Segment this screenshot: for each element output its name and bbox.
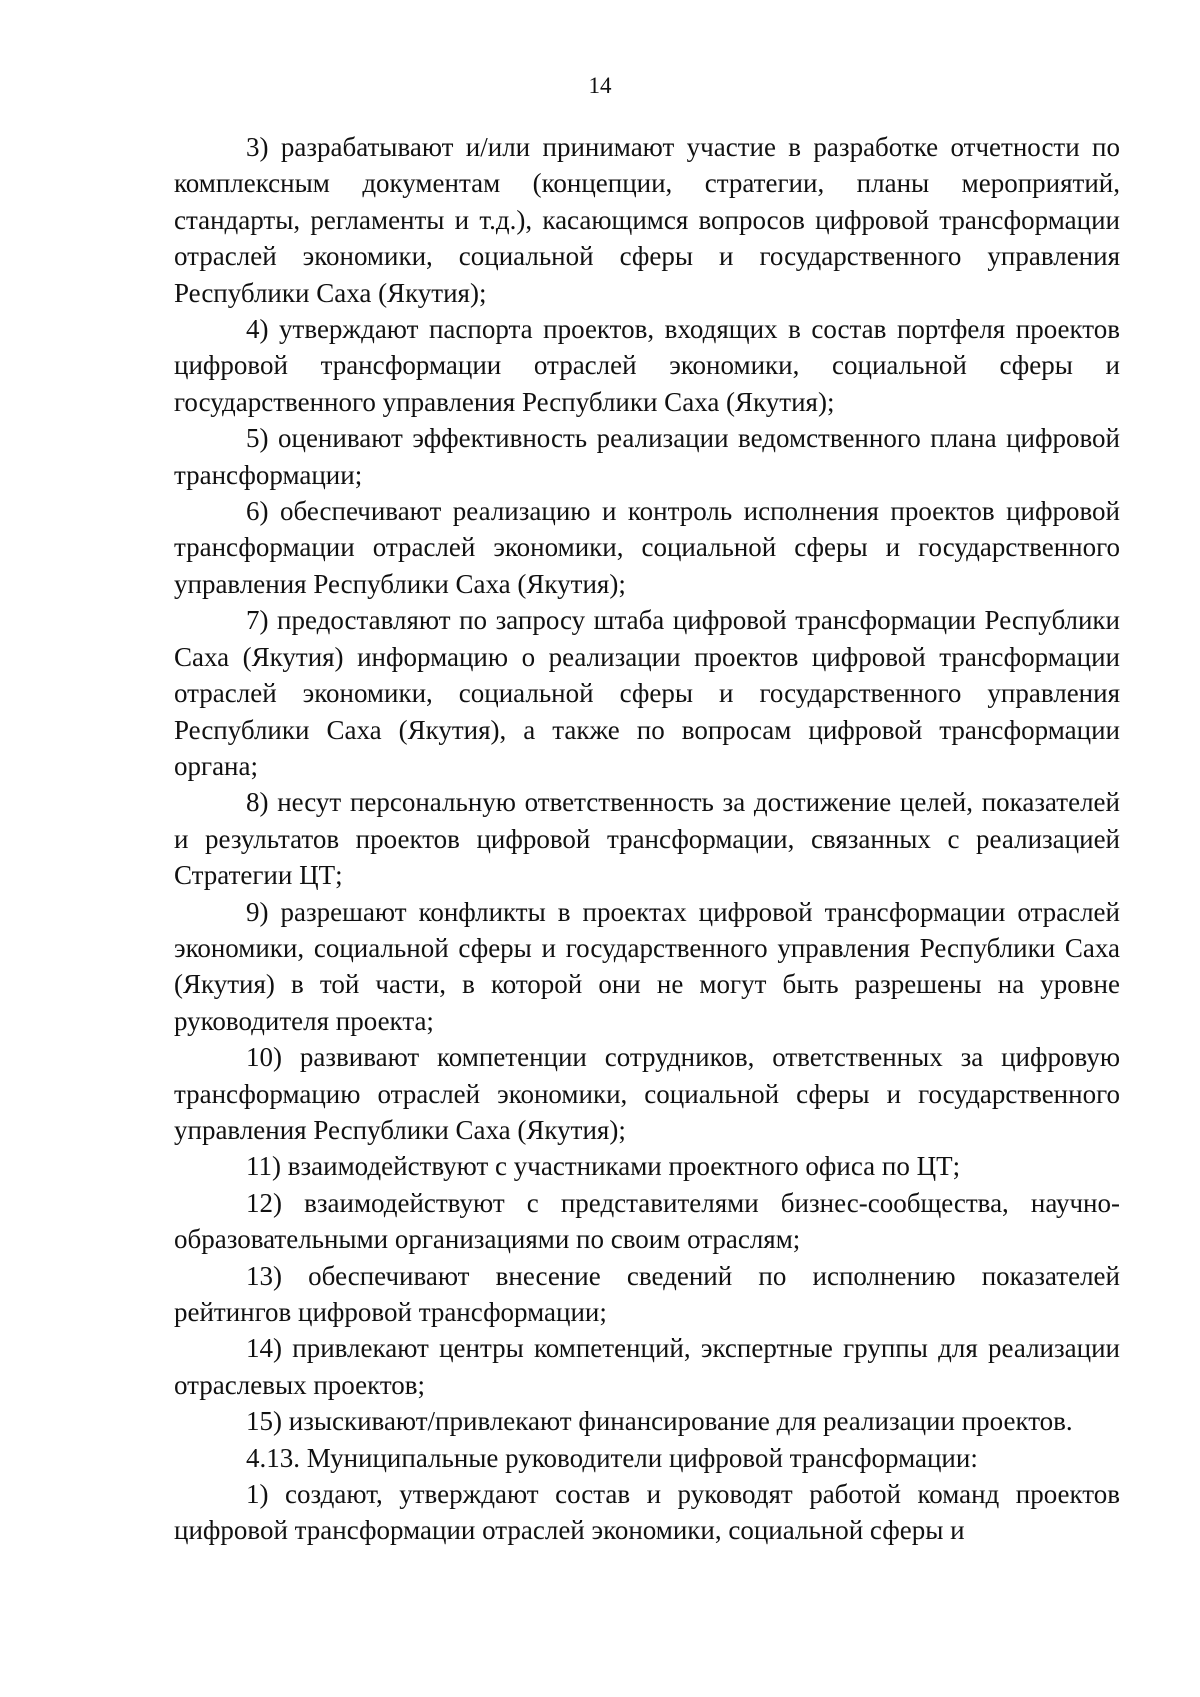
paragraph-item-9: 9) разрешают конфликты в проектах цифровой трансформации отраслей экономики, социальной сферы и государственного управления Республики Саха (Якутия) в той части, в которой они не могут быть разрешены на уровне руководителя проекта; [174,896,1120,1036]
document-body [174,129,1120,1549]
paragraph-item-11: 11) взаимодействуют с участниками проектного офиса по ЦТ; [246,1151,961,1182]
paragraph-item-6: 6) обеспечивают реализацию и контроль исполнения проектов цифровой трансформации отраслей экономики, социальной сферы и государственного управления Республики Саха (Якутия); [174,496,1120,599]
section-heading-4-13: 4.13. Муниципальные руководители цифровой трансформации: [246,1442,978,1473]
paragraph-item-5: 5) оценивают эффективность реализации ведомственного плана цифровой трансформации; [174,423,1120,490]
paragraph-item-8: 8) несут персональную ответственность за достижение целей, показателей и результатов проектов цифровой трансформации, связанных с реализацией Стратегии ЦТ; [174,787,1120,891]
page-number: 14 [588,73,612,98]
paragraph-item-3: 3) разрабатывают и/или принимают участие в разработке отчетности по комплексным документам (концепции, стратегии, планы мероприятий, стандарты, регламенты и т.д.), касающимся вопросов цифровой трансформации отраслей экономики, социальной сферы и государственного управления Республики Саха (Якутия); [174,132,1120,308]
paragraph-item-7: 7) предоставляют по запросу штаба цифровой трансформации Республики Саха (Якутия) информацию о реализации проектов цифровой трансформации отраслей экономики, социальной сферы и государственного управления Республики Саха (Якутия), а также по вопросам цифровой трансформации органа; [174,605,1120,781]
paragraph-item-12: 12) взаимодействуют с представителями бизнес-сообщества, научно-образовательными организациями по своим отраслям; [174,1187,1120,1255]
paragraph-item-10: 10) развивают компетенции сотрудников, ответственных за цифровую трансформацию отраслей экономики, социальной сферы и государственного управления Республики Саха (Якутия); [174,1042,1120,1145]
paragraph-item-13: 13) обеспечивают внесение сведений по исполнению показателей рейтингов цифровой трансформации; [174,1260,1120,1327]
paragraph-item-14: 14) привлекают центры компетенций, экспертные группы для реализации отраслевых проектов; [174,1333,1120,1400]
paragraph-item-1: 1) создают, утверждают состав и руководят работой команд проектов цифровой трансформации отраслей экономики, социальной сферы и [174,1479,1120,1546]
paragraph-item-4: 4) утверждают паспорта проектов, входящих в состав портфеля проектов цифровой трансформации отраслей экономики, социальной сферы и государственного управления Республики Саха (Якутия); [174,314,1120,417]
paragraph-item-15: 15) изыскивают/привлекают финансирование для реализации проектов. [246,1406,1073,1437]
